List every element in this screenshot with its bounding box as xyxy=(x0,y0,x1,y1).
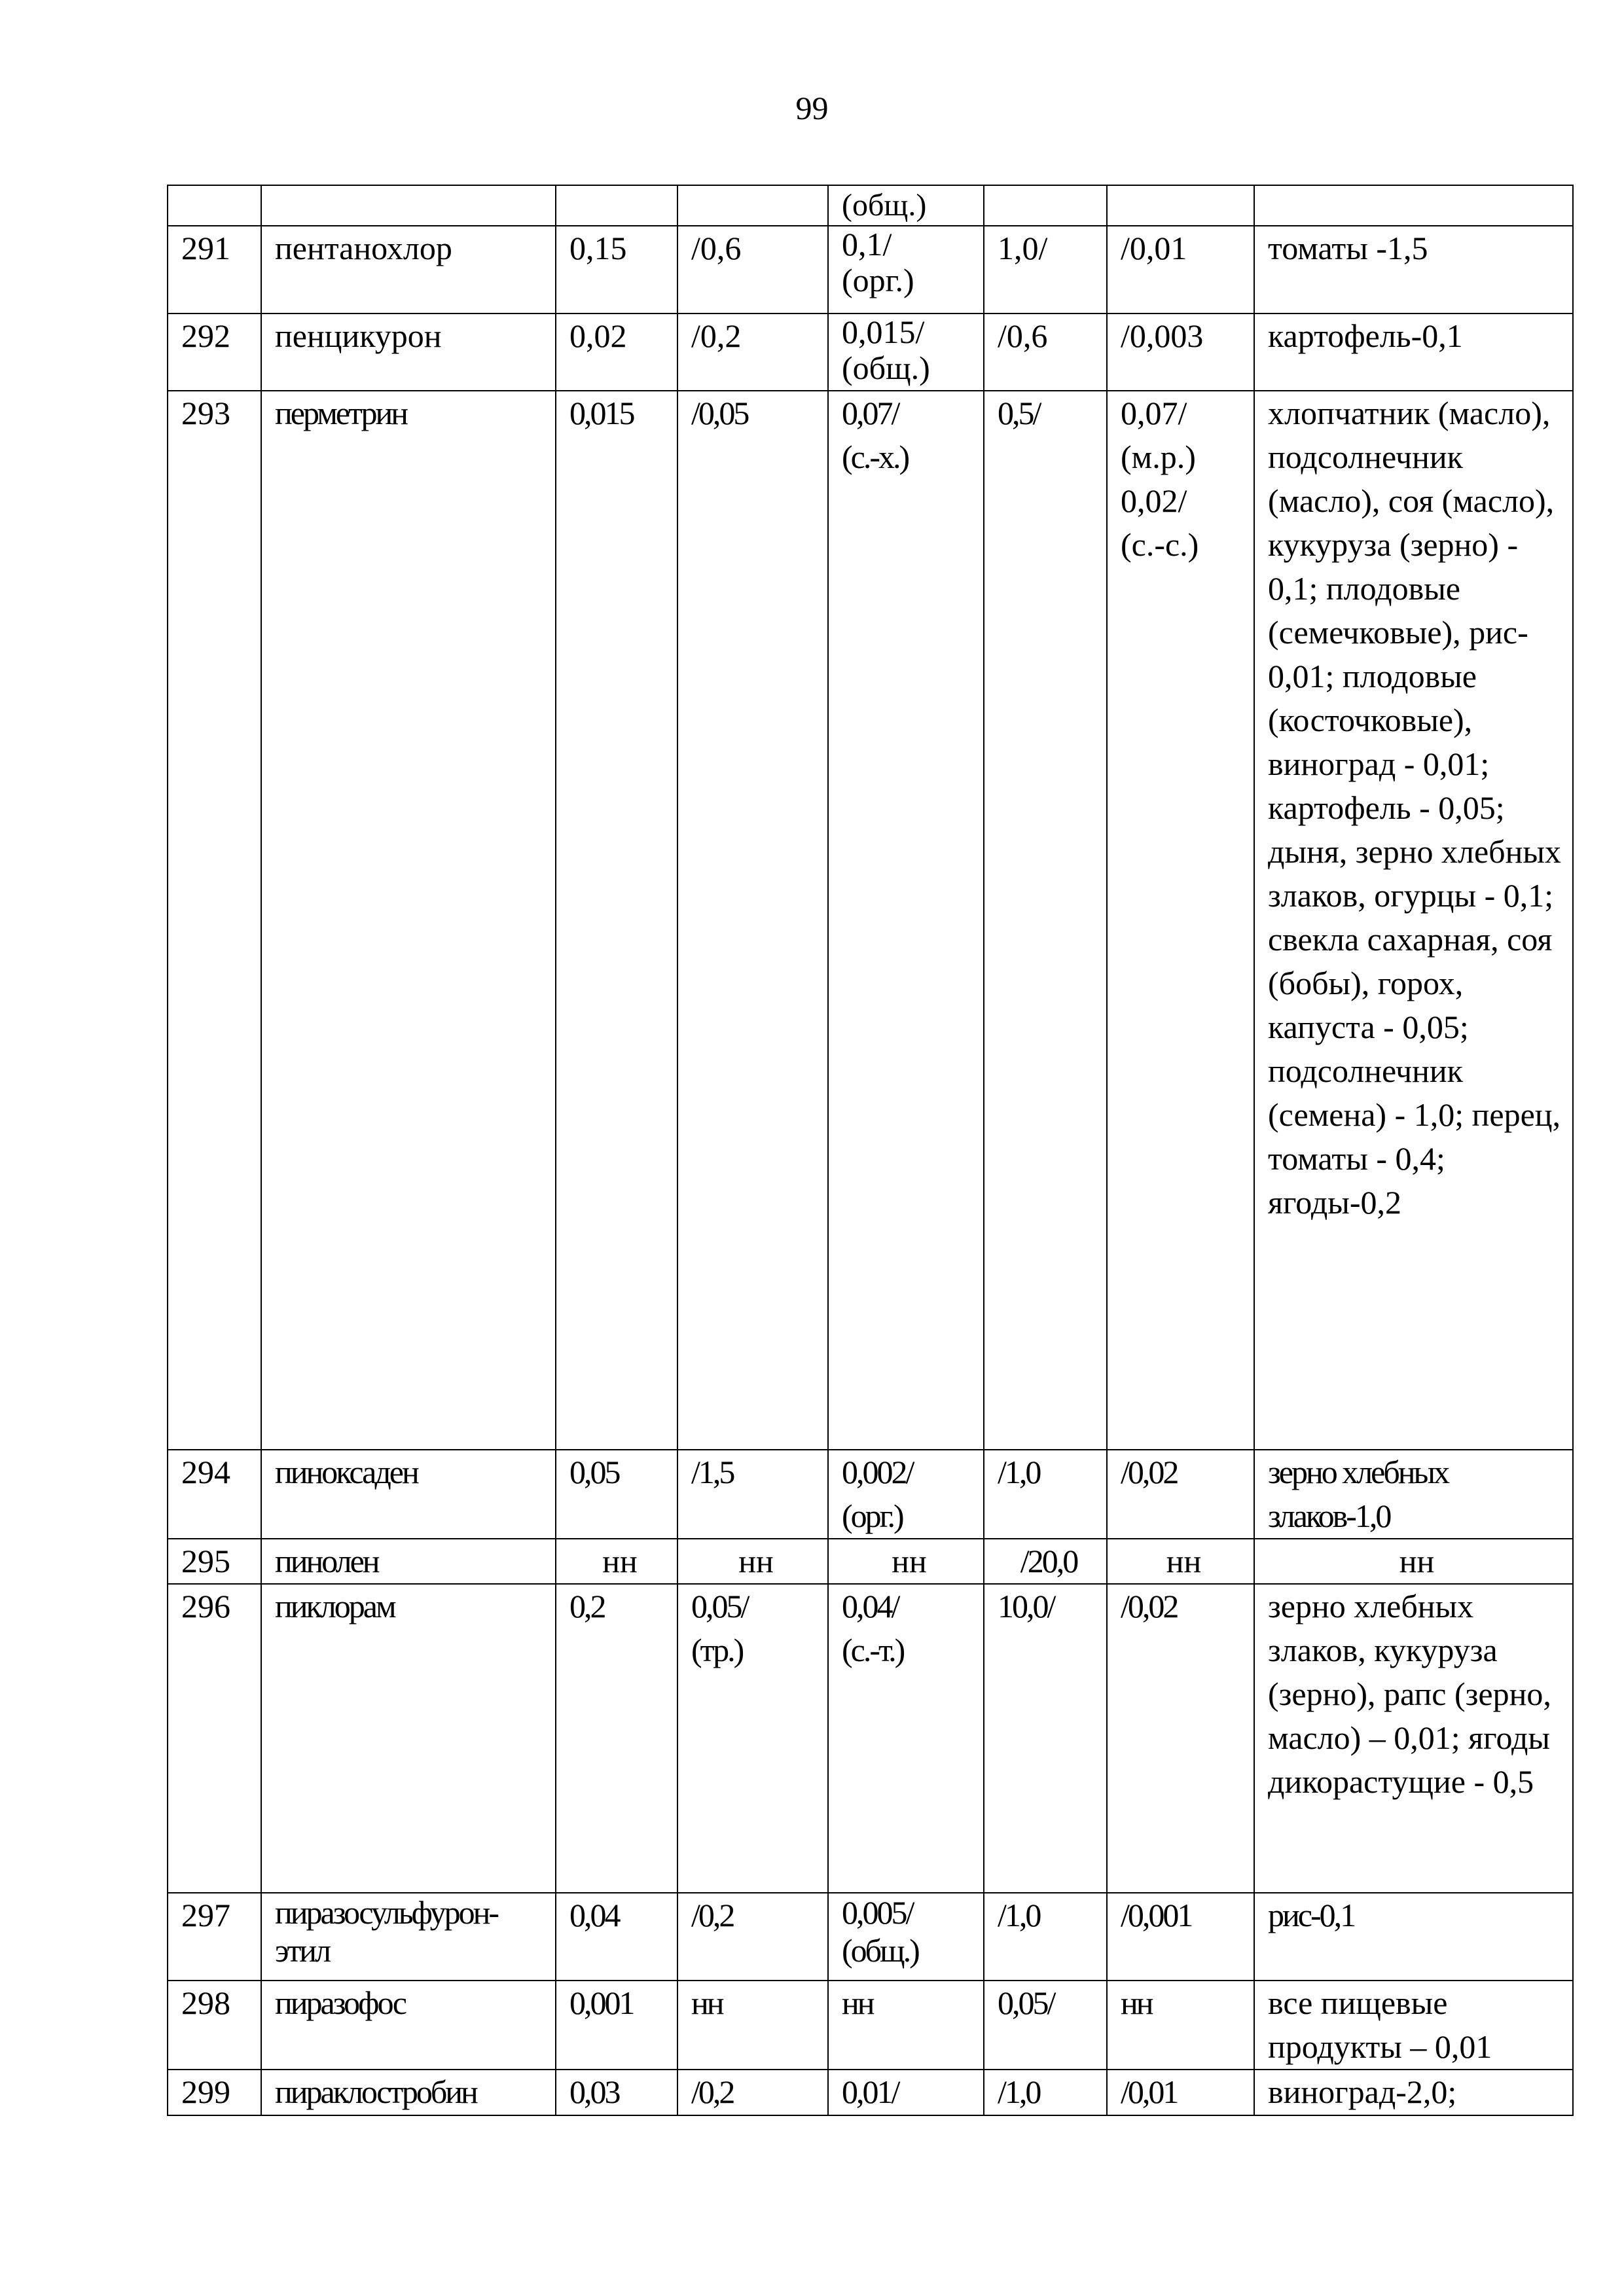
page-number: 99 xyxy=(795,90,829,126)
table-cell: 0,03 xyxy=(556,2070,677,2115)
table-row xyxy=(168,1981,1573,2070)
table-cell: 1,0/ xyxy=(984,226,1107,314)
row-number: 291 xyxy=(168,226,261,314)
row-number: 292 xyxy=(168,314,261,391)
table-cell: (общ.) xyxy=(828,185,984,226)
table-cell: /0,003 xyxy=(1107,314,1254,391)
table-cell: /0,05 xyxy=(677,391,828,1450)
table-cell: хлопчатник (масло), подсолнечник (масло), соя (масло), кукуруза (зерно) - 0,1; плодовые (семечковые), рис- 0,01; плодовые (косточковые), виноград - 0,01; картофель - 0,05; дыня, зерно хлебных злаков, огурцы - 0,1; свекла сахарная, соя (бобы), горох, капуста - 0,05; подсолнечник (семена) - 1,0; перец, томаты - 0,4; ягоды-0,2 xyxy=(1254,391,1573,1450)
table-cell: все пищевые продукты – 0,01 xyxy=(1254,1981,1573,2070)
table-cell: нн xyxy=(1254,1539,1573,1584)
table-cell: /0,01 xyxy=(1107,226,1254,314)
table-cell: 10,0/ xyxy=(984,1584,1107,1893)
row-number: 294 xyxy=(168,1450,261,1539)
table-cell: нн xyxy=(1107,1981,1254,2070)
table-cell: 0,001 xyxy=(556,1981,677,2070)
table-cell: /0,2 xyxy=(677,2070,828,2115)
table-cell: 0,02 xyxy=(556,314,677,391)
table-row xyxy=(168,1450,1573,1539)
table-cell: 0,05/ xyxy=(984,1981,1107,2070)
table-cell: 0,04 xyxy=(556,1893,677,1981)
table-cell: /0,2 xyxy=(677,1893,828,1981)
table-cell: нн xyxy=(1107,1539,1254,1584)
substance-name: пинолен xyxy=(261,1539,556,1584)
substance-name: пиклорам xyxy=(261,1584,556,1893)
table-cell: 0,04/ (с.-т.) xyxy=(828,1584,984,1893)
table-cell: /0,01 xyxy=(1107,2070,1254,2115)
substance-name: пенцикурон xyxy=(261,314,556,391)
table-cell xyxy=(984,185,1107,226)
table-cell: /0,02 xyxy=(1107,1450,1254,1539)
table-cell: 0,1/ (орг.) xyxy=(828,226,984,314)
table-cell: рис-0,1 xyxy=(1254,1893,1573,1981)
table-row xyxy=(168,2070,1573,2115)
table-cell: нн xyxy=(677,1981,828,2070)
row-number: 296 xyxy=(168,1584,261,1893)
substance-name: пиразосульфурон- этил xyxy=(261,1893,556,1981)
table-cell xyxy=(1107,185,1254,226)
table-cell: нн xyxy=(828,1539,984,1584)
table-cell: /1,0 xyxy=(984,1893,1107,1981)
row-number: 297 xyxy=(168,1893,261,1981)
table-cell: 0,05 xyxy=(556,1450,677,1539)
substance-name: перметрин xyxy=(261,391,556,1450)
mrl-table xyxy=(167,185,1574,2116)
row-number: 299 xyxy=(168,2070,261,2115)
table-cell: зерно хлебных злаков-1,0 xyxy=(1254,1450,1573,1539)
table-cell: 0,002/ (орг.) xyxy=(828,1450,984,1539)
table-cell: 0,5/ xyxy=(984,391,1107,1450)
table-cell: картофель-0,1 xyxy=(1254,314,1573,391)
table-cell xyxy=(677,185,828,226)
table-cell: /1,0 xyxy=(984,2070,1107,2115)
table-row xyxy=(168,391,1573,1450)
table-cell: /0,6 xyxy=(677,226,828,314)
table-cell: 0,05/ (тр.) xyxy=(677,1584,828,1893)
table-cell: 0,07/ (с.-х.) xyxy=(828,391,984,1450)
table-cell: /0,2 xyxy=(677,314,828,391)
row-number: 293 xyxy=(168,391,261,1450)
substance-name xyxy=(261,185,556,226)
table-cell: 0,15 xyxy=(556,226,677,314)
table-cell: 0,015/ (общ.) xyxy=(828,314,984,391)
table-cell: 0,01/ xyxy=(828,2070,984,2115)
table-cell: томаты -1,5 xyxy=(1254,226,1573,314)
row-number: 298 xyxy=(168,1981,261,2070)
table-cell: 0,07/ (м.р.) 0,02/ (с.-с.) xyxy=(1107,391,1254,1450)
table-cell: 0,015 xyxy=(556,391,677,1450)
row-number: 295 xyxy=(168,1539,261,1584)
table-cell: нн xyxy=(828,1981,984,2070)
table-cell: /20,0 xyxy=(984,1539,1107,1584)
table-row-continuation xyxy=(168,185,1573,226)
table-cell: 0,005/ (общ.) xyxy=(828,1893,984,1981)
substance-name: пиразофос xyxy=(261,1981,556,2070)
table-cell: 0,2 xyxy=(556,1584,677,1893)
table-row xyxy=(168,226,1573,314)
table-cell: /0,001 xyxy=(1107,1893,1254,1981)
table-cell: зерно хлебных злаков, кукуруза (зерно), рапс (зерно, масло) – 0,01; ягоды дикорастущие - 0,5 xyxy=(1254,1584,1573,1893)
table-cell: нн xyxy=(677,1539,828,1584)
substance-name: пентанохлор xyxy=(261,226,556,314)
row-number xyxy=(168,185,261,226)
table-row xyxy=(168,314,1573,391)
table-cell: /0,6 xyxy=(984,314,1107,391)
table-row xyxy=(168,1893,1573,1981)
table-row xyxy=(168,1584,1573,1893)
substance-name: пиноксаден xyxy=(261,1450,556,1539)
table-cell: нн xyxy=(556,1539,677,1584)
table-cell xyxy=(556,185,677,226)
substance-name: пираклостробин xyxy=(261,2070,556,2115)
table-cell: /0,02 xyxy=(1107,1584,1254,1893)
table-row xyxy=(168,1539,1573,1584)
table-cell: /1,0 xyxy=(984,1450,1107,1539)
table-cell: /1,5 xyxy=(677,1450,828,1539)
table-cell xyxy=(1254,185,1573,226)
table-cell: виноград-2,0; xyxy=(1254,2070,1573,2115)
